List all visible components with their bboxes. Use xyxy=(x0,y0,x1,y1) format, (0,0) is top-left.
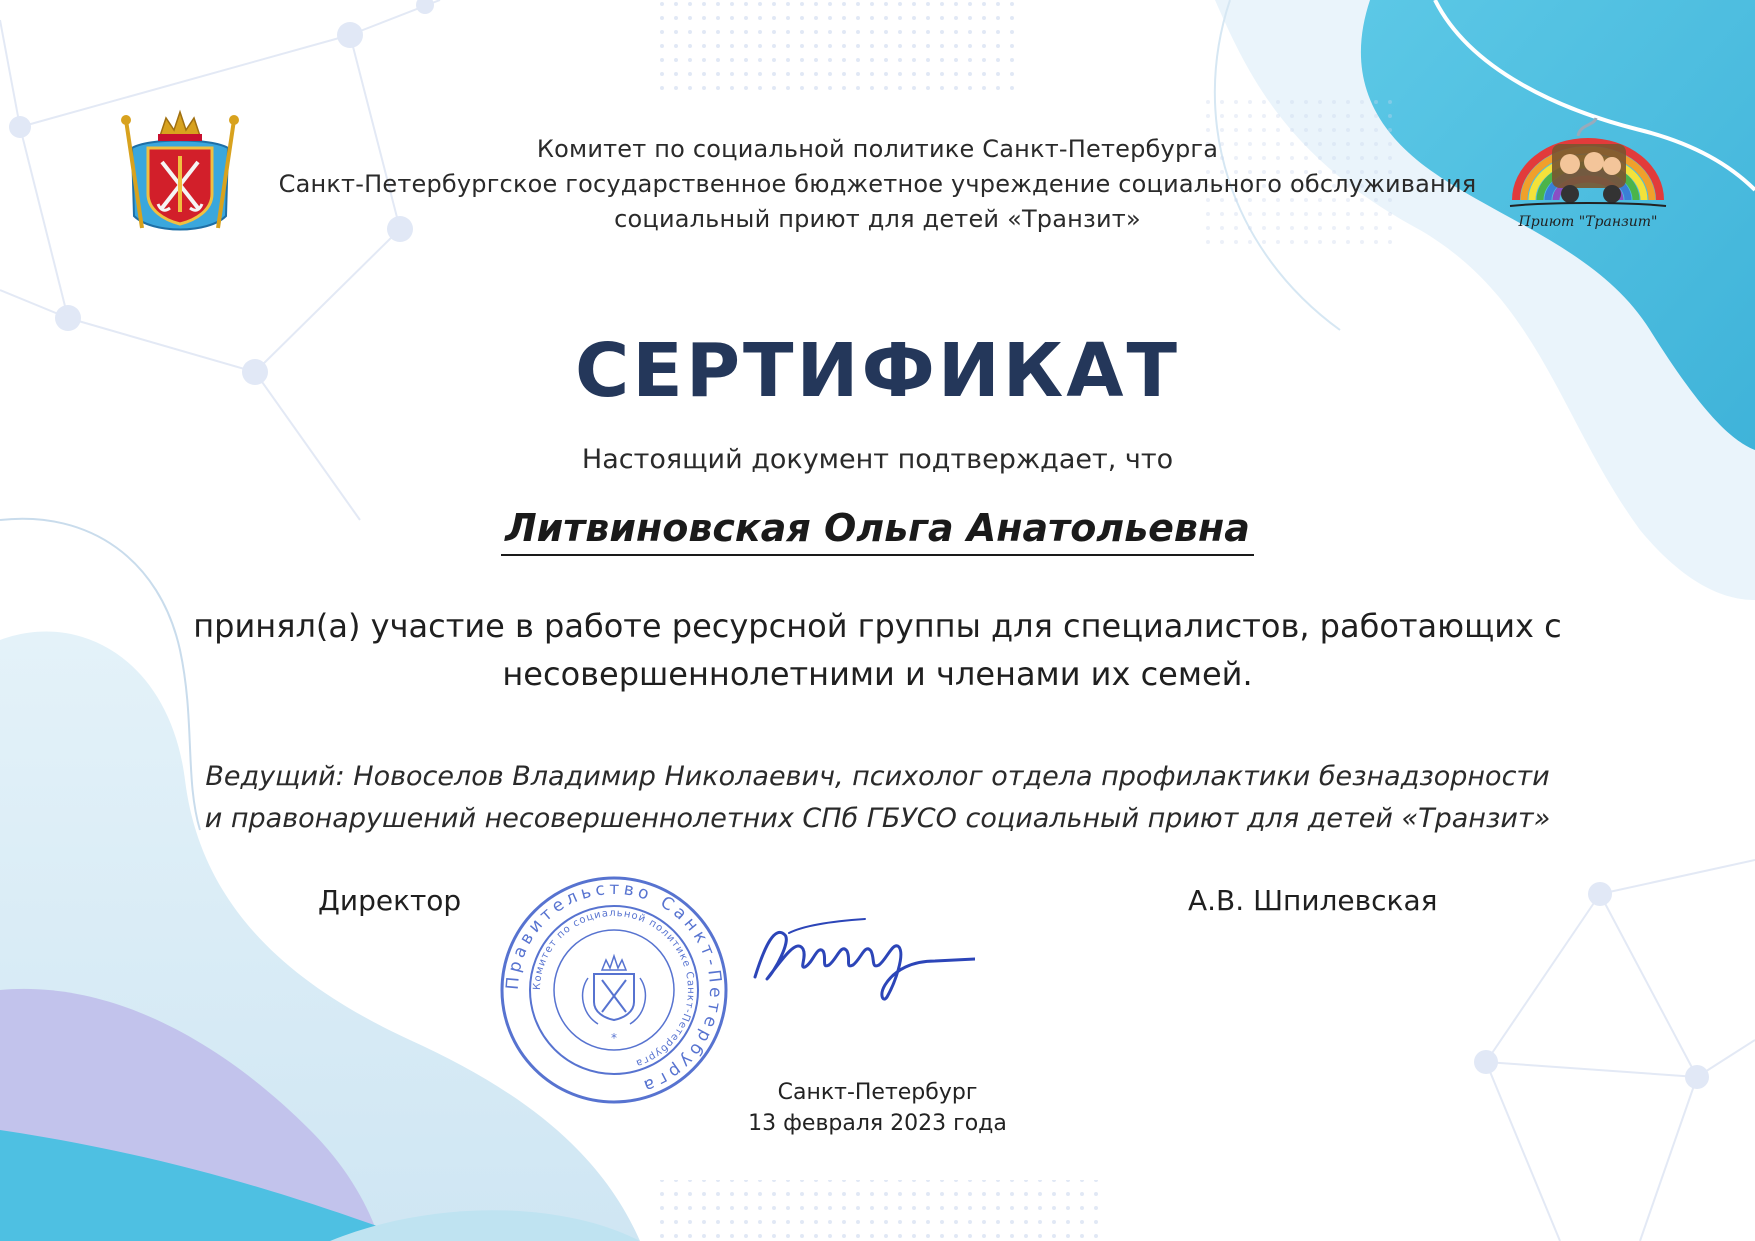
director-name: А.В. Шпилевская xyxy=(1188,884,1438,917)
recipient-block xyxy=(0,506,1755,556)
recipient-name: Литвиновская Ольга Анатольевна xyxy=(501,506,1254,556)
shelter-logo-text: Приют "Транзит" xyxy=(1518,214,1658,230)
organization-header xyxy=(0,132,1755,237)
participation-text xyxy=(0,602,1755,698)
director-signature xyxy=(745,905,975,1005)
host-text xyxy=(0,756,1755,840)
host-line-1: Ведущий: Новоселов Владимир Николаевич, психолог отдела профилактики безнадзорности xyxy=(205,761,1550,792)
svg-text:*: * xyxy=(611,1031,617,1045)
certificate-title: СЕРТИФИКАТ xyxy=(574,328,1181,414)
confirmation-text: Настоящий документ подтверждает, что xyxy=(581,444,1174,475)
header-line-committee: Комитет по социальной политике Санкт-Петербурга xyxy=(536,135,1219,163)
footer-city: Санкт-Петербург xyxy=(777,1080,978,1105)
stamp-inner-text: Комитет по социальной политике Санкт-Петербурга xyxy=(531,907,697,1069)
director-position: Директор xyxy=(318,884,462,917)
place-and-date xyxy=(0,1077,1755,1139)
footer-date: 13 февраля 2023 года xyxy=(748,1111,1007,1136)
official-stamp xyxy=(498,874,730,1106)
participation-line-1: принял(а) участие в работе ресурсной группы для специалистов, работающих с xyxy=(193,607,1562,645)
participation-line-2: несовершеннолетними и членами их семей. xyxy=(502,655,1253,693)
header-line-institution: Санкт-Петербургское государственное бюджетное учреждение социального обслуживания xyxy=(278,170,1477,198)
stamp-outer-text: Правительство Санкт-Петербурга xyxy=(502,878,726,1098)
host-line-2: и правонарушений несовершеннолетних СПб ГБУСО социальный приют для детей «Транзит» xyxy=(204,803,1551,834)
header-line-shelter: социальный приют для детей «Транзит» xyxy=(614,205,1141,233)
